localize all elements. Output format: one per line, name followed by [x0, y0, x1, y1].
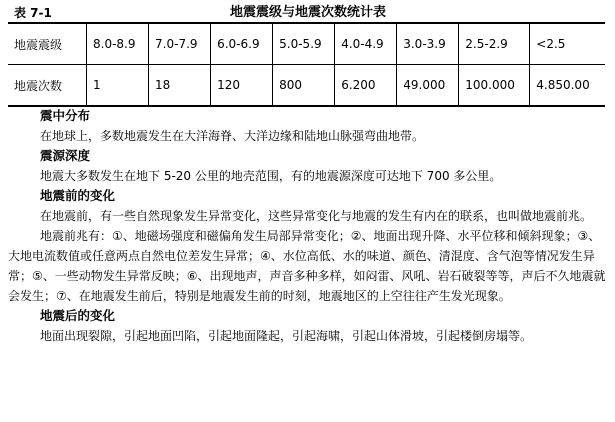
table-cell: <2.5: [530, 23, 605, 65]
section-heading-epicenter: 震中分布: [40, 108, 91, 123]
table-cell: 8.0-8.9: [87, 23, 149, 65]
paragraph: 地震大多数发生在地下 5-20 公里的地壳范围，有的地震源深度可达地下 700 多公里。: [40, 169, 502, 183]
paragraph: 在地球上，多数地震发生在大洋海脊、大洋边缘和陆地山脉强弯曲地带。: [40, 129, 425, 143]
row-label: 地震震级: [8, 23, 87, 65]
table-row: [8, 65, 605, 107]
table-number: 表 7-1: [14, 6, 52, 20]
table-cell: 800: [273, 65, 335, 107]
table-cell: 49.000: [397, 65, 459, 107]
table-title: 地震震级与地震次数统计表: [229, 5, 386, 20]
table-cell: 120: [211, 65, 273, 107]
section-heading-focal-depth: 震源深度: [40, 148, 91, 163]
table-cell: 7.0-7.9: [149, 23, 211, 65]
table-cell: 100.000: [459, 65, 530, 107]
paragraph: 在地震前，有一些自然现象发生异常变化，这些异常变化与地震的发生有内在的联系，也叫做地震前兆。: [40, 209, 593, 223]
paragraph: 地面出现裂隙，引起地面凹陷，引起地面隆起，引起海啸，引起山体滑坡，引起楼倒房塌等。: [40, 329, 533, 343]
table-cell: 3.0-3.9: [397, 23, 459, 65]
table-cell: 2.5-2.9: [459, 23, 530, 65]
section-heading-post-quake-changes: 地震后的变化: [40, 308, 116, 323]
table-cell: 6.0-6.9: [211, 23, 273, 65]
table-cell: 5.0-5.9: [273, 23, 335, 65]
table-cell: 18: [149, 65, 211, 107]
table-cell: 4.0-4.9: [335, 23, 397, 65]
document-body: [8, 106, 608, 346]
table-cell: 6.200: [335, 65, 397, 107]
table-row: [8, 23, 605, 65]
table-cell: 4.850.00: [530, 65, 605, 107]
row-label: 地震次数: [8, 65, 87, 107]
table-cell: 1: [87, 65, 149, 107]
paragraph: 地震前兆有：①、地磁场强度和磁偏角发生局部异常变化；②、地面出现升降、水平位移和倾斜现象；③、大地电流数值或任意两点自然电位差发生异常；④、水位高低、水的味道、颜色、清混度、含气泡等情况发生异常；⑤、一些动物发生异常反映；⑥、出现地声，声音多种多样，如闷雷、风吼、岩石破裂等等，声后不久地震就会发生；⑦、在地震发生前后，特别是地震发生前的时刻，地震地区的上空往往产生发光现象。: [8, 229, 606, 303]
earthquake-stats-table: [8, 22, 605, 107]
section-heading-pre-quake-changes: 地震前的变化: [40, 188, 116, 203]
table-header: [8, 4, 608, 22]
